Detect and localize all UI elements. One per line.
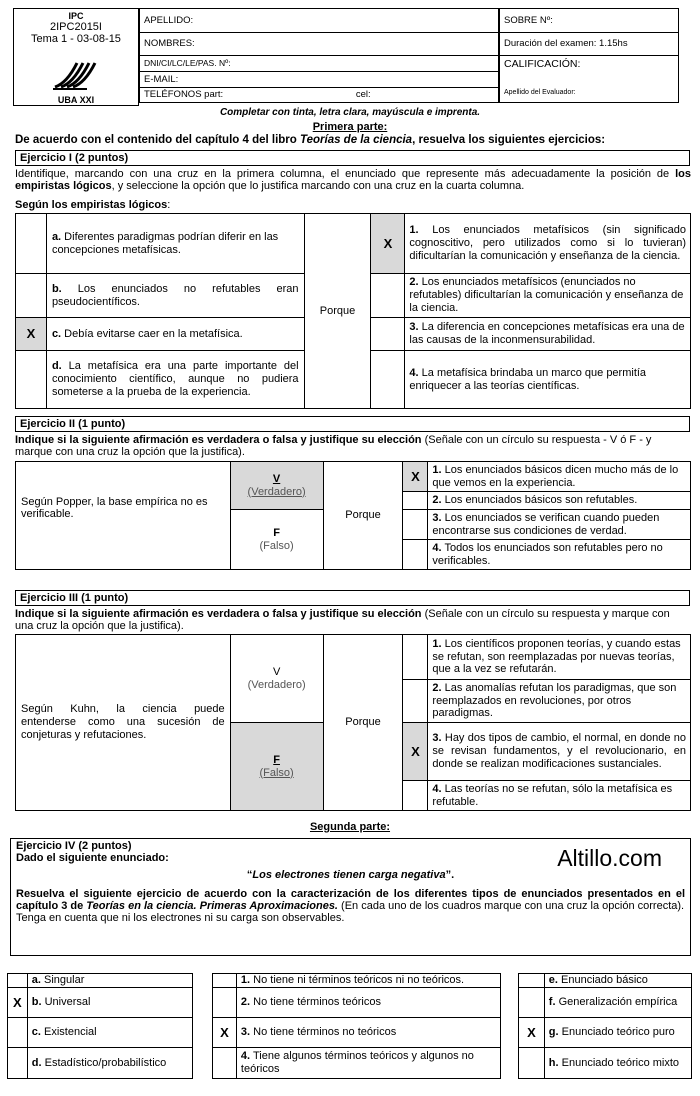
watermark: Altillo.com [557, 845, 662, 871]
ex1-description [15, 168, 691, 192]
col1-d-text: Estadístico/probabilístico [41, 1056, 167, 1069]
ex1-option-b [46, 274, 304, 318]
field-duracion [500, 33, 679, 56]
ex2-f-letter: F [273, 526, 280, 539]
ex3-v-option[interactable] [230, 635, 323, 723]
ex1-2-num: 2. [409, 276, 419, 289]
ex2-opt-3-mark[interactable] [403, 510, 428, 540]
header-right [499, 8, 679, 103]
ex3-4-num: 4. [432, 782, 442, 795]
field-dni[interactable] [140, 56, 499, 72]
col3-h-text: Enunciado teórico mixto [558, 1056, 680, 1069]
field-apellido[interactable] [140, 9, 499, 33]
col3-h [544, 1048, 691, 1079]
quote-close: ”. [445, 869, 455, 881]
col1-c-letter: c. [31, 1026, 41, 1039]
col2-4 [236, 1048, 500, 1079]
ex3-option-3 [428, 723, 691, 781]
ex4-col3 [518, 973, 692, 1079]
col1-c-text: Existencial [40, 1026, 97, 1039]
ex1-option-3 [405, 318, 691, 351]
ex1-2-text: Los enunciados metafísicos (enunciados no refutables) dificultarían la comunicación y enseñanza de la ciencia. [409, 276, 684, 314]
ex2-3-text: Los enunciados se verifican cuando pueden encontrarse sus condiciones de verdad. [432, 511, 660, 537]
ex2-v-option[interactable] [230, 462, 323, 510]
col3-g [544, 1018, 691, 1048]
ex1-1-text: Los enunciados metafísicos (sin significado cognoscitivo, pero utilizados como si lo tuvieran) dificultarían la comunicación y enseñanza de la ciencia. [409, 224, 686, 262]
ex1-c-letter: c. [51, 327, 62, 340]
ex3-desc-bold: Indique si la siguiente afirmación es verdadera o falsa y justifique su elección [15, 608, 422, 620]
ex2-option-4 [428, 540, 691, 570]
part2-title: Segunda parte: [309, 821, 391, 833]
ex1-option-1 [405, 214, 691, 274]
apellido-label: APELLIDO: [144, 14, 194, 26]
col2-2-num: 2. [240, 996, 251, 1009]
field-sobre[interactable] [500, 9, 679, 33]
dni-label: DNI/CI/LC/LE/PAS. Nº: [144, 58, 231, 69]
col1-d [27, 1048, 192, 1079]
ex1-left-a-mark[interactable] [16, 214, 47, 274]
ex1-desc-2: , y seleccione la opción que lo justifica marcando con una cruz en la cuarta columna. [111, 180, 525, 192]
ex2-3-num: 3. [432, 511, 442, 524]
ex3-option-4 [428, 781, 691, 811]
ex1-a-letter: a. [51, 230, 62, 243]
ex3-porque: Porque [323, 635, 403, 811]
field-nombres[interactable] [140, 33, 499, 56]
ex1-left-b-mark[interactable] [16, 274, 47, 318]
ex1-lead [15, 199, 170, 211]
ex1-4-num: 4. [409, 366, 419, 379]
field-calificacion[interactable] [500, 56, 679, 103]
col1-c-mark[interactable] [8, 1018, 28, 1048]
ex3-2-num: 2. [432, 681, 442, 694]
ex3-opt-3-mark[interactable]: X [403, 723, 428, 781]
ex1-title: Ejercicio I (2 puntos) [15, 150, 690, 166]
ex1-a-text: Diferentes paradigmas podrían diferir en las concepciones metafísicas. [51, 230, 279, 256]
header-exam-date: Tema 1 - 03-08-15 [31, 33, 121, 45]
col1-d-letter: d. [31, 1056, 42, 1069]
field-email[interactable] [140, 72, 499, 88]
instructions: Completar con tinta, letra clara, mayúscula e imprenta. [219, 107, 481, 118]
ex2-1-text: Los enunciados básicos dicen mucho más de lo que vemos en la experiencia. [432, 463, 679, 489]
col1-b [27, 988, 192, 1018]
col1-d-mark[interactable] [8, 1048, 28, 1079]
col3-h-letter: h. [548, 1056, 559, 1069]
ex2-2-num: 2. [432, 494, 442, 507]
col2-4-num: 4. [240, 1050, 251, 1063]
ex1-3-text: La diferencia en concepciones metafísicas era una de las causas de la inconmensurabilidad. [409, 321, 685, 346]
ex3-2-text: Las anomalías refutan los paradigmas, que son reemplazados en revoluciones, por otros paradigmas. [432, 681, 677, 720]
ex2-option-2 [428, 492, 691, 510]
col2-3-mark[interactable]: X [213, 1018, 237, 1048]
ex2-f-option[interactable] [230, 510, 323, 570]
ex1-right-2-mark[interactable] [371, 274, 405, 318]
ex2-4-text: Todos los enunciados son refutables pero no verificables. [432, 541, 663, 567]
ex3-option-1 [428, 635, 691, 680]
sobre-label: SOBRE Nº: [504, 14, 553, 26]
ex3-statement [16, 635, 231, 811]
col1-a [27, 974, 192, 988]
ex1-b-text: Los enunciados no refutables eran pseudocientíficos. [51, 282, 299, 308]
ex1-left-c-mark[interactable]: X [16, 318, 47, 351]
quote-open: “ [246, 869, 253, 881]
ex3-desc-rest: (Señale con un círculo su respuesta y marque con una cruz la opción que la justifica). [15, 608, 670, 632]
ex4-col1 [7, 973, 193, 1079]
ex2-desc-rest: (Señale con un círculo su respuesta - V ó F - y marque con una cruz la opción que la justifica). [15, 434, 652, 458]
ex2-2-text: Los enunciados básicos son refutables. [441, 494, 638, 507]
ex2-statement [16, 495, 231, 570]
ex3-opt-2-mark[interactable] [403, 680, 428, 723]
ex1-option-4 [405, 351, 691, 409]
col2-1-text: No tiene ni términos teóricos ni no teóricos. [250, 974, 465, 987]
col1-a-mark[interactable] [8, 974, 28, 988]
col3-h-mark[interactable] [519, 1048, 545, 1079]
ex3-table [15, 634, 691, 811]
col3-g-text: Enunciado teórico puro [558, 1026, 675, 1039]
ex3-opt-4-mark[interactable] [403, 781, 428, 811]
ex4-note: Tenga en cuenta que ni los electrones ni su carga son observables. [16, 912, 345, 924]
ex4-col2 [212, 973, 501, 1079]
ex3-4-text: Las teorías no se refutan, sólo la metafísica es refutable. [432, 782, 673, 808]
quote-text: Los electrones tienen carga negativa [252, 869, 446, 881]
ex1-d-text: La metafísica era una parte importante del conocimiento científico, aunque no pudiera someterse a la prueba de la experiencia. [51, 360, 299, 398]
cel-label: cel: [355, 89, 371, 101]
col3-f-text: Generalización empírica [555, 996, 678, 1009]
col2-1-mark[interactable] [213, 974, 237, 988]
part1-title: Primera parte: [312, 121, 388, 133]
ex2-option-1 [428, 462, 691, 492]
ex3-3-num: 3. [432, 732, 442, 745]
col3-g-letter: g. [548, 1026, 559, 1039]
email-label: E-MAIL: [144, 73, 179, 85]
ex1-lead-colon: : [167, 199, 171, 211]
ex3-statement-text: Según Kuhn, la ciencia puede entenderse como una sucesión de conjeturas y refutaciones. [21, 703, 225, 741]
ex4-box [10, 838, 691, 956]
ex4-instr-book: Teorías en la ciencia. Primeras Aproximaciones. [86, 900, 338, 912]
ex3-v-letter: V [272, 665, 281, 678]
ex2-desc-bold: Indique si la siguiente afirmación es verdadera o falsa y justifique su elección [15, 434, 422, 446]
ex2-v-letter: V [272, 472, 281, 485]
header-course: 2IPC2015I [50, 21, 102, 33]
ex1-option-c [46, 318, 304, 351]
ex1-right-3-mark[interactable] [371, 318, 405, 351]
ex2-description [15, 434, 691, 458]
ex1-d-letter: d. [51, 360, 62, 373]
col3-f-letter: f. [548, 996, 556, 1009]
part1-intro [15, 134, 605, 146]
ex1-right-1-mark[interactable]: X [371, 214, 405, 274]
ex2-opt-4-mark[interactable] [403, 540, 428, 570]
telefonos-label: TELÉFONOS part: [144, 89, 224, 101]
intro-post: , resuelva los siguientes ejercicios: [412, 134, 606, 146]
header-left [13, 8, 139, 106]
col2-2 [236, 988, 500, 1018]
ex3-opt-1-mark[interactable] [403, 635, 428, 680]
header-code: IPC [68, 11, 84, 21]
ex2-option-3 [428, 510, 691, 540]
intro-book: Teorías de la ciencia [300, 134, 413, 146]
ex2-table [15, 461, 691, 570]
ex2-1-num: 1. [432, 463, 442, 476]
col2-3 [236, 1018, 500, 1048]
col1-a-text: Singular [40, 974, 85, 987]
intro-pre: De acuerdo con el contenido del capítulo 4 del libro [15, 134, 300, 146]
ex4-instructions [16, 888, 685, 912]
col3-e [544, 974, 691, 988]
ex4-given: Dado el siguiente enunciado: [16, 852, 169, 864]
ex2-f-word: (Falso) [259, 539, 294, 552]
col1-c [27, 1018, 192, 1048]
col3-f-mark[interactable] [519, 988, 545, 1018]
ex1-left-d-mark[interactable] [16, 351, 47, 409]
col3-e-text: Enunciado básico [557, 974, 648, 987]
duracion-label: Duración del examen: 1.15hs [504, 38, 628, 50]
ex1-table [15, 213, 691, 409]
ex1-desc-1: Identifique, marcando con una cruz en la primera columna, el enunciado que represente más adecuadamente la posición de [15, 168, 676, 180]
ex3-1-num: 1. [432, 637, 442, 650]
ex4-title: Ejercicio IV (2 puntos) [16, 840, 132, 852]
col1-b-mark[interactable]: X [8, 988, 28, 1018]
ex1-3-num: 3. [409, 321, 419, 334]
col2-4-mark[interactable] [213, 1048, 237, 1079]
ex1-desc-bold: los empiristas lógicos [15, 168, 691, 192]
ex1-4-text: La metafísica brindaba un marco que permitía enriquecer a las teorías científicas. [409, 366, 647, 392]
col3-e-letter: e. [548, 974, 558, 987]
ex1-b-letter: b. [51, 282, 62, 295]
ex2-4-num: 4. [432, 541, 442, 554]
ex3-title: Ejercicio III (1 punto) [15, 590, 690, 606]
ex3-f-letter: F [273, 753, 280, 766]
ex4-instr-bold: Resuelva el siguiente ejercicio de acuerdo con la caracterización de los diferentes tipos de enunciados presentados en el capítulo 3 de [16, 888, 685, 912]
ex1-1-num: 1. [409, 224, 419, 237]
ex2-opt-2-mark[interactable] [403, 492, 428, 510]
ex3-f-word: (Falso) [259, 766, 294, 779]
ex2-porque: Porque [323, 462, 403, 570]
col1-b-text: Universal [41, 996, 91, 1009]
col2-1 [236, 974, 500, 988]
ex4-instr-rest: (En cada uno de los cuadros marque con una cruz la opción correcta). [338, 900, 685, 912]
ex3-v-word: (Verdadero) [247, 678, 306, 691]
ex2-opt-1-mark[interactable]: X [403, 462, 428, 492]
ex3-description [15, 608, 691, 632]
col1-a-letter: a. [31, 974, 41, 987]
ex3-f-option[interactable] [230, 723, 323, 811]
logo-text: UBA XXI [57, 95, 95, 105]
field-telefonos[interactable] [140, 88, 499, 103]
uba-logo-icon [47, 53, 107, 93]
header-fields [139, 8, 499, 103]
col3-f [544, 988, 691, 1018]
ex1-option-2 [405, 274, 691, 318]
ex2-title: Ejercicio II (1 punto) [15, 416, 690, 432]
col3-e-mark[interactable] [519, 974, 545, 988]
ex3-option-2 [428, 680, 691, 723]
col2-4-text: Tiene algunos términos teóricos y algunos no teóricos [240, 1050, 474, 1075]
col2-1-num: 1. [240, 974, 251, 987]
ex1-option-d [46, 351, 304, 409]
col2-2-mark[interactable] [213, 988, 237, 1018]
ex3-1-text: Los científicos proponen teorías, y cuando estas se refutan, son reemplazadas por nuevas teorías, que a la vez se refutarán. [432, 637, 681, 676]
nombres-label: NOMBRES: [144, 38, 195, 50]
ex1-right-4-mark[interactable] [371, 351, 405, 409]
ex3-3-text: Hay dos tipos de cambio, el normal, en donde no se revisan fundamentos, y el revolucionario, en donde se realizan modificaciones sustanciales. [432, 732, 686, 770]
ex1-lead-text: Según los empiristas lógicos [15, 199, 168, 211]
evaluador-label: Apellido del Evaluador: [504, 89, 576, 97]
col2-3-num: 3. [240, 1026, 251, 1039]
col3-g-mark[interactable]: X [519, 1018, 545, 1048]
col2-2-text: No tiene términos teóricos [250, 996, 381, 1009]
ex2-statement-text: Según Popper, la base empírica no es verificable. [21, 495, 208, 521]
col1-b-letter: b. [31, 996, 42, 1009]
ex1-option-a [46, 214, 304, 274]
calificacion-label: CALIFICACIÓN: [504, 58, 581, 70]
ex1-porque: Porque [304, 214, 371, 409]
ex2-v-word: (Verdadero) [247, 485, 306, 498]
col2-3-text: No tiene términos no teóricos [250, 1026, 397, 1039]
ex1-c-text: Debía evitarse caer en la metafísica. [61, 327, 243, 340]
